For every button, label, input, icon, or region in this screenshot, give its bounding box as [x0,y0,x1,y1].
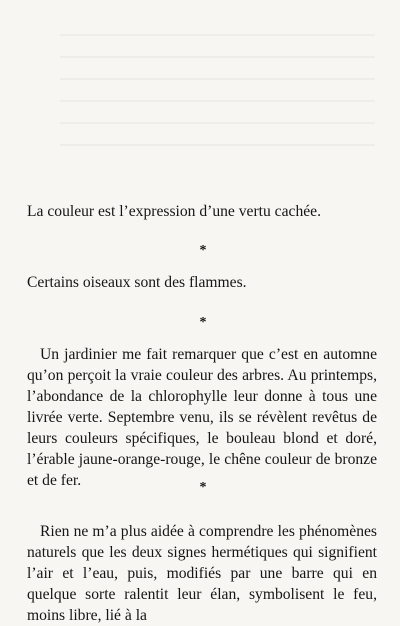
aphorism-birds-flames: Certains oiseaux sont des flammes. [27,274,247,291]
show-through [60,122,375,124]
aphorism-color-virtue: La couleur est l’expression d’une vertu cachée. [27,203,321,220]
paragraph-hermetic-signs: Rien ne m’a plus aidée à comprendre les phénomènes naturels que les deux signes hermétiques qui signifient l’air et l’eau, puis, modifiés par une barre qui en quelque sorte ralentit leur élan, symbolisent le feu, moins libre, lié à la [27,523,377,624]
show-through [60,34,375,36]
show-through [60,56,375,58]
section-separator-asterisk: * [199,480,207,495]
paragraph-gardener-autumn: Un jardinier me fait remarquer que c’est en automne qu’on perçoit la vraie couleur des arbres. Au printemps, l’abondance de la chlorophylle leur donne à tous une livrée verte. Septembre venu, ils se révèlent revêtus de leurs couleurs spécifiques, le bouleau blond et doré, l’érable jaune-orange-rouge, le chêne couleur de bronze et de fer. [27,346,377,489]
show-through [60,100,375,102]
show-through [60,144,375,146]
section-separator-asterisk: * [199,315,207,330]
show-through [60,78,375,80]
section-separator-asterisk: * [199,243,207,258]
